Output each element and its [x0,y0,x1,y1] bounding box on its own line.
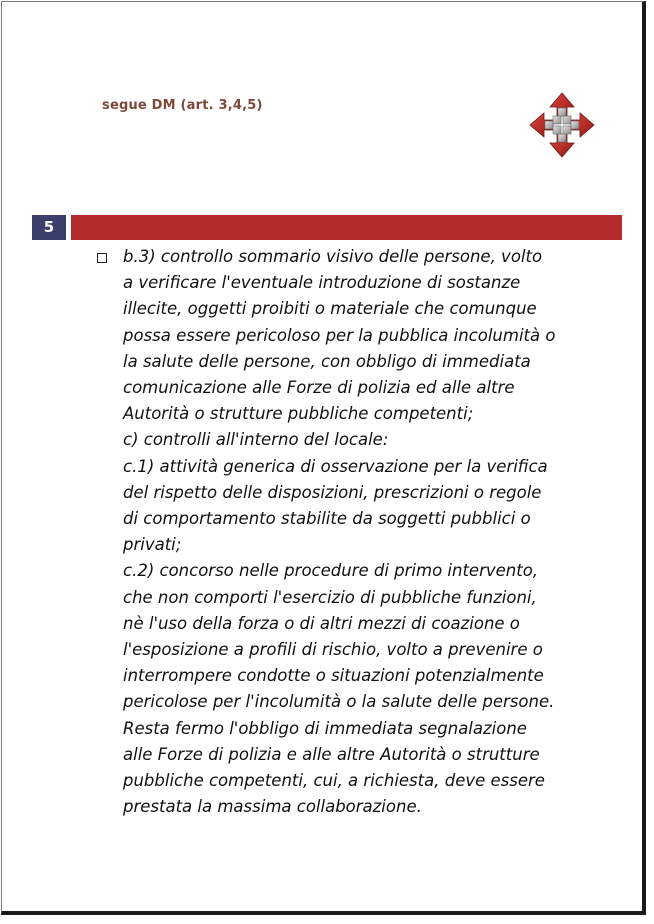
four-arrows-logo-icon [527,90,597,160]
body-line: comunicazione alle Forze di polizia ed alle altre [123,378,515,398]
body-line: che non comporti l'esercizio di pubbliche funzioni, [123,587,537,607]
hollow-square-bullet-icon [97,253,107,263]
body-line: prestata la massima collaborazione. [123,797,422,817]
body-line: possa essere pericoloso per la pubblica incolumità o [123,325,556,345]
body-line: privati; [123,535,182,555]
body-paragraph [123,244,593,820]
body-line: alle Forze di polizia e alle altre Autorità o strutture [123,744,540,764]
body-line: pubbliche competenti, cui, a richiesta, deve essere [123,771,545,791]
body-line: di comportamento stabilite da soggetti pubblici o [123,509,531,529]
title-band [71,215,622,240]
body-line: del rispetto delle disposizioni, prescrizioni o regole [123,482,542,502]
body-line: Resta fermo l'obbligo di immediata segnalazione [123,718,527,738]
body-line: nè l'uso della forza o di altri mezzi di coazione o [123,613,520,633]
body-line: b.3) controllo sommario visivo delle persone, volto [123,247,543,266]
body-line: c.2) concorso nelle procedure di primo intervento, [123,561,539,581]
header-label: segue DM (art. 3,4,5) [102,98,263,113]
body-line: interrompere condotte o situazioni potenzialmente [123,666,544,686]
body-line: pericolose per l'incolumità o la salute delle persone. [123,692,555,712]
body-line: c) controlli all'interno del locale: [123,430,389,450]
body-line: c.1) attività generica di osservazione per la verifica [123,456,548,476]
page-number: 5 [32,215,66,240]
body-line: Autorità o strutture pubbliche competenti; [123,404,474,424]
body-line: l'esposizione a profili di rischio, volto a prevenire o [123,640,543,660]
body-line: la salute delle persone, con obbligo di immediata [123,351,531,371]
body-line: illecite, oggetti proibiti o materiale che comunque [123,299,537,319]
body-line: a verificare l'eventuale introduzione di sostanze [123,273,521,293]
